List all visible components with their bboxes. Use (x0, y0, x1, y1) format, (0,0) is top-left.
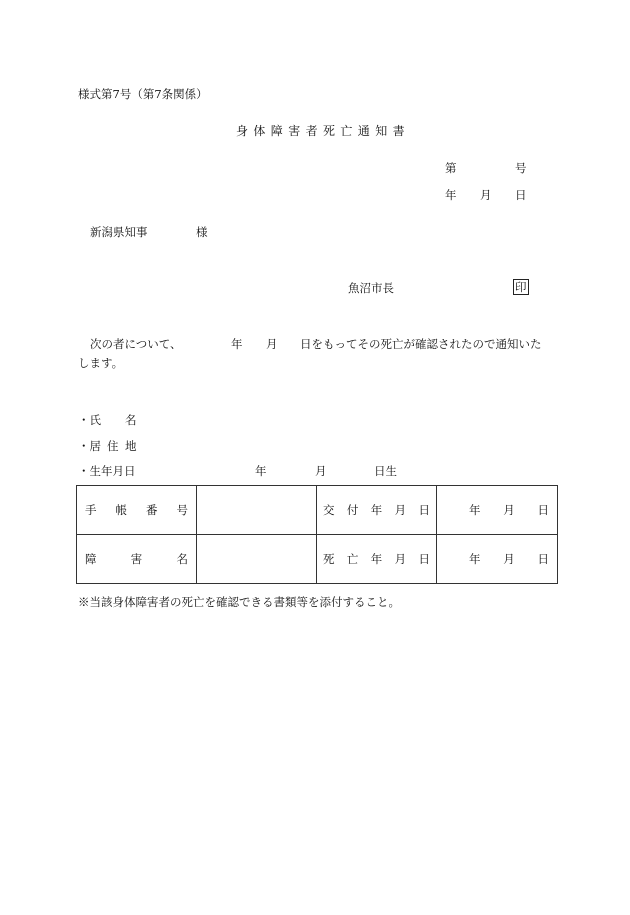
table-row (77, 535, 558, 584)
addressee-name: 新潟県知事 (90, 225, 148, 239)
seal-mark (511, 279, 529, 295)
addressee-sama: 様 (196, 225, 208, 239)
document-title: 身体障害者死亡通知書 (236, 124, 411, 138)
issue-date-label: 交 付 年 月 日 (317, 486, 437, 535)
address-label-1: ・居 (78, 439, 101, 453)
info-table (76, 485, 558, 584)
birth-month: 月 (315, 464, 327, 478)
attachment-note: ※当該身体障害者の死亡を確認できる書類等を添付すること。 (78, 595, 400, 609)
body-suffix: 日をもってその死亡が確認されたので通知いた (300, 337, 542, 351)
doc-number-dai: 第 (445, 161, 457, 175)
disability-name-label: 障 害 名 (77, 535, 197, 584)
death-date-value: 年 月 日 (437, 535, 558, 584)
birth-label: ・生年月日 (78, 464, 136, 478)
name-label-2: 名 (125, 413, 137, 427)
date-month: 月 (480, 188, 492, 202)
doc-number-go: 号 (515, 161, 527, 175)
seal-text: 印 (515, 280, 527, 294)
date-day: 日 (515, 188, 527, 202)
issue-date-value: 年 月 日 (437, 486, 558, 535)
notebook-number-label: 手 帳 番 号 (77, 486, 197, 535)
birth-day: 日生 (374, 464, 397, 478)
notebook-number-value (197, 486, 317, 535)
date-year: 年 (445, 188, 457, 202)
table-row (77, 486, 558, 535)
body-prefix: 次の者について、 (90, 337, 182, 351)
birth-year: 年 (255, 464, 267, 478)
form-number: 様式第7号（第7条関係） (78, 87, 208, 101)
death-date-label: 死 亡 年 月 日 (317, 535, 437, 584)
address-label-3: 地 (125, 439, 137, 453)
body-year: 年 (231, 337, 243, 351)
body-month: 月 (266, 337, 278, 351)
name-label-1: ・氏 (78, 413, 101, 427)
disability-name-value (197, 535, 317, 584)
address-label-2: 住 (107, 439, 119, 453)
sender-name: 魚沼市長 (348, 281, 394, 295)
body-line2: します。 (78, 356, 124, 370)
